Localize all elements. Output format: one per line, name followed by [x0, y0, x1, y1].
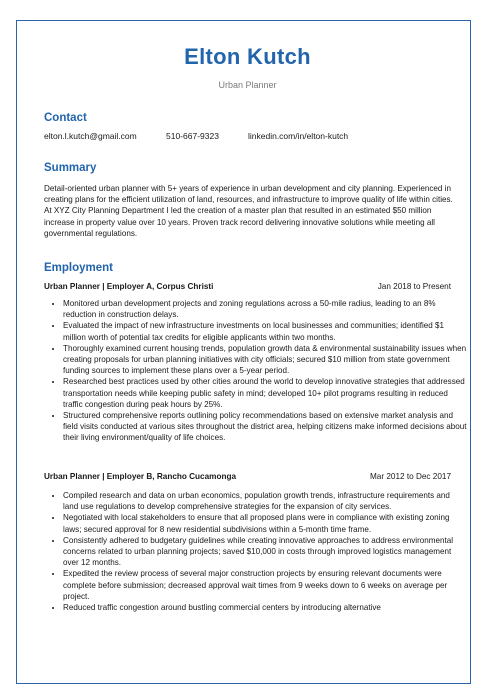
summary-heading: Summary — [44, 162, 97, 174]
job-bullet: • Researched best practices used by other cities around the world to develop innovative strategies that addressed transportation needs while keeping public safety in mind; developed 10+ pilot programs resulting in reduced traffic congestion during peak hours by 25%. — [63, 376, 467, 410]
job-bullet: • Negotiated with local stakeholders to ensure that all proposed plans were in compliance with existing zoning laws; secured approval for 8 new residential subdivisions within a 5-month time frame. — [63, 512, 467, 534]
contact-email: elton.l.kutch@gmail.com — [44, 131, 137, 141]
employment-heading: Employment — [44, 262, 114, 274]
contact-heading: Contact — [44, 112, 87, 124]
summary-text: Detail-oriented urban planner with 5+ years of experience in urban development and city planning. Experienced in creating plans for the efficient utilization of land, resources, and infrastructure to improve quality of life within cities. At XYZ City Planning Department I led the creation of a master plan that resulted in an estimated $50 million increase in property value over 10 years. Proven track record delivering innovative solutions while meeting all governmental regulations. — [44, 184, 453, 238]
job-bullet: • Expedited the review process of several major construction projects by ensuring relevant documents were complete before submission; decreased approval wait times from 9 weeks down to 6 weeks on average per project. — [63, 568, 467, 602]
job-bullet: • Thoroughly examined current housing trends, population growth data & environmental sustainability issues when creating proposals for urban planning initiatives with city officials; secured $10 million from state government funding sources to implement these plans over a 5-year period. — [63, 343, 467, 377]
candidate-title: Urban Planner — [218, 80, 277, 90]
job-bullet: • Consistently adhered to budgetary guidelines while creating innovative approaches to address environmental concerns related to urban planning projects; saved $10,000 in costs through improved logistics management over 12 months. — [63, 535, 467, 569]
job-bullet: • Monitored urban development projects and zoning regulations across a 50-mile radius, leading to an 8% reduction in construction delays. — [63, 298, 467, 320]
job-title: Urban Planner | Employer B, Rancho Cucamonga — [44, 472, 237, 481]
job-bullet: • Evaluated the impact of new infrastructure investments on local businesses and communities; identified $1 million worth of potential tax credits for eligible applicants within two months. — [63, 320, 467, 342]
contact-phone: 510-667-9323 — [166, 131, 219, 141]
job-dates: Mar 2012 to Dec 2017 — [369, 472, 451, 481]
candidate-name: Elton Kutch — [184, 44, 311, 69]
contact-linkedin: linkedin.com/in/elton-kutch — [248, 131, 349, 141]
job-bullet: • Compiled research and data on urban economics, population growth trends, infrastructure requirements and land use regulations to develop comprehensive strategies for the expansion of city services. — [63, 490, 467, 512]
job-bullet: • Structured comprehensive reports outlining policy recommendations based on extensive market analysis and field visits conducted at various sites throughout the district area, helping citizens make informed decisions about their living environment/quality of life choices. — [63, 410, 467, 444]
job-bullet-list — [48, 298, 467, 444]
job-bullet-list — [48, 490, 467, 613]
job-bullet: • Reduced traffic congestion around bustling commercial centers by introducing alternative — [63, 602, 467, 613]
job-title: Urban Planner | Employer A, Corpus Christi — [44, 282, 214, 291]
job-dates: Jan 2018 to Present — [377, 282, 451, 291]
